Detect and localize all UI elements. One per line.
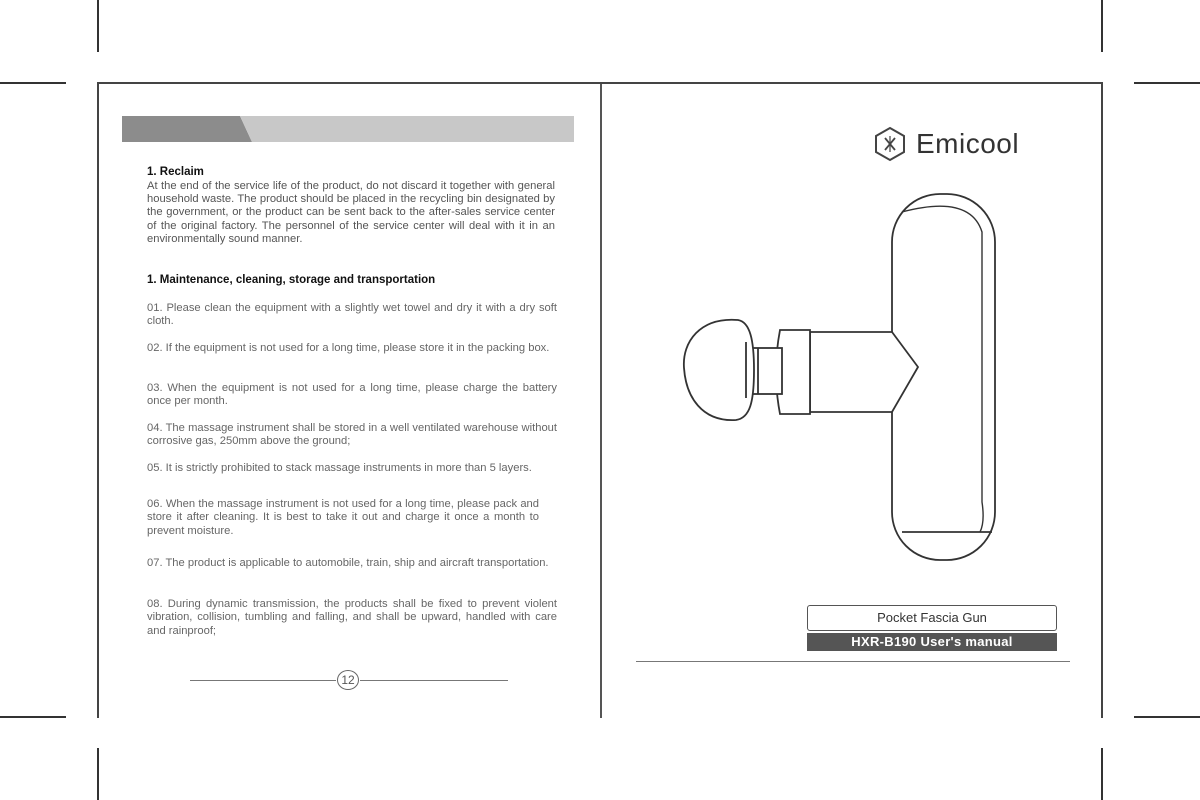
page-number: 12 bbox=[337, 670, 359, 690]
crop-mark bbox=[1101, 0, 1103, 52]
brand-hexagon-icon bbox=[872, 126, 908, 162]
page-number-rule bbox=[360, 680, 508, 681]
cover-rule bbox=[636, 661, 1070, 662]
model-label: HXR-B190 User's manual bbox=[807, 633, 1057, 651]
product-name-box: Pocket Fascia Gun bbox=[807, 605, 1057, 631]
maintenance-item: 06. When the massage instrument is not used for a long time, please pack and store it after cleaning. It is best to take it out and charge it once a month to prevent moisture. bbox=[147, 498, 539, 537]
maintenance-item: 01. Please clean the equipment with a slightly wet towel and dry it with a dry soft cloth. bbox=[147, 302, 557, 328]
maintenance-item: 08. During dynamic transmission, the products shall be fixed to prevent violent vibration, collision, tumbling and falling, and shall be upward, handled with care and rainproof; bbox=[147, 598, 557, 637]
page-number-rule bbox=[190, 680, 336, 681]
page-divider bbox=[600, 84, 602, 718]
reclaim-body: At the end of the service life of the product, do not discard it together with general household waste. The product should be placed in the recycling bin designated by the government, or the product can be sent back to the after-sales service center of the original factory. The personnel of the service center will deal with it in an environmentally sound manner. bbox=[147, 180, 555, 245]
maintenance-item: 02. If the equipment is not used for a long time, please store it in the packing box. bbox=[147, 342, 550, 354]
maintenance-item: 04. The massage instrument shall be stored in a well ventilated warehouse without corrosive gas, 250mm above the ground; bbox=[147, 422, 557, 448]
reclaim-heading: 1. Reclaim bbox=[147, 166, 204, 178]
crop-mark bbox=[1134, 82, 1200, 84]
crop-mark bbox=[0, 82, 66, 84]
massage-gun-illustration bbox=[680, 192, 1010, 572]
brand-logo bbox=[872, 124, 1019, 164]
maintenance-item: 05. It is strictly prohibited to stack massage instruments in more than 5 layers. bbox=[147, 462, 532, 474]
crop-mark bbox=[0, 716, 66, 718]
crop-mark bbox=[97, 0, 99, 52]
maintenance-item: 07. The product is applicable to automobile, train, ship and aircraft transportation. bbox=[147, 557, 549, 569]
crop-mark bbox=[97, 748, 99, 800]
crop-mark bbox=[1101, 748, 1103, 800]
maintenance-item: 03. When the equipment is not used for a long time, please charge the battery once per month. bbox=[147, 382, 557, 408]
maintenance-heading: 1. Maintenance, cleaning, storage and transportation bbox=[147, 274, 436, 286]
section-band bbox=[122, 116, 574, 142]
brand-name: Emicool bbox=[916, 128, 1020, 159]
crop-mark bbox=[1134, 716, 1200, 718]
